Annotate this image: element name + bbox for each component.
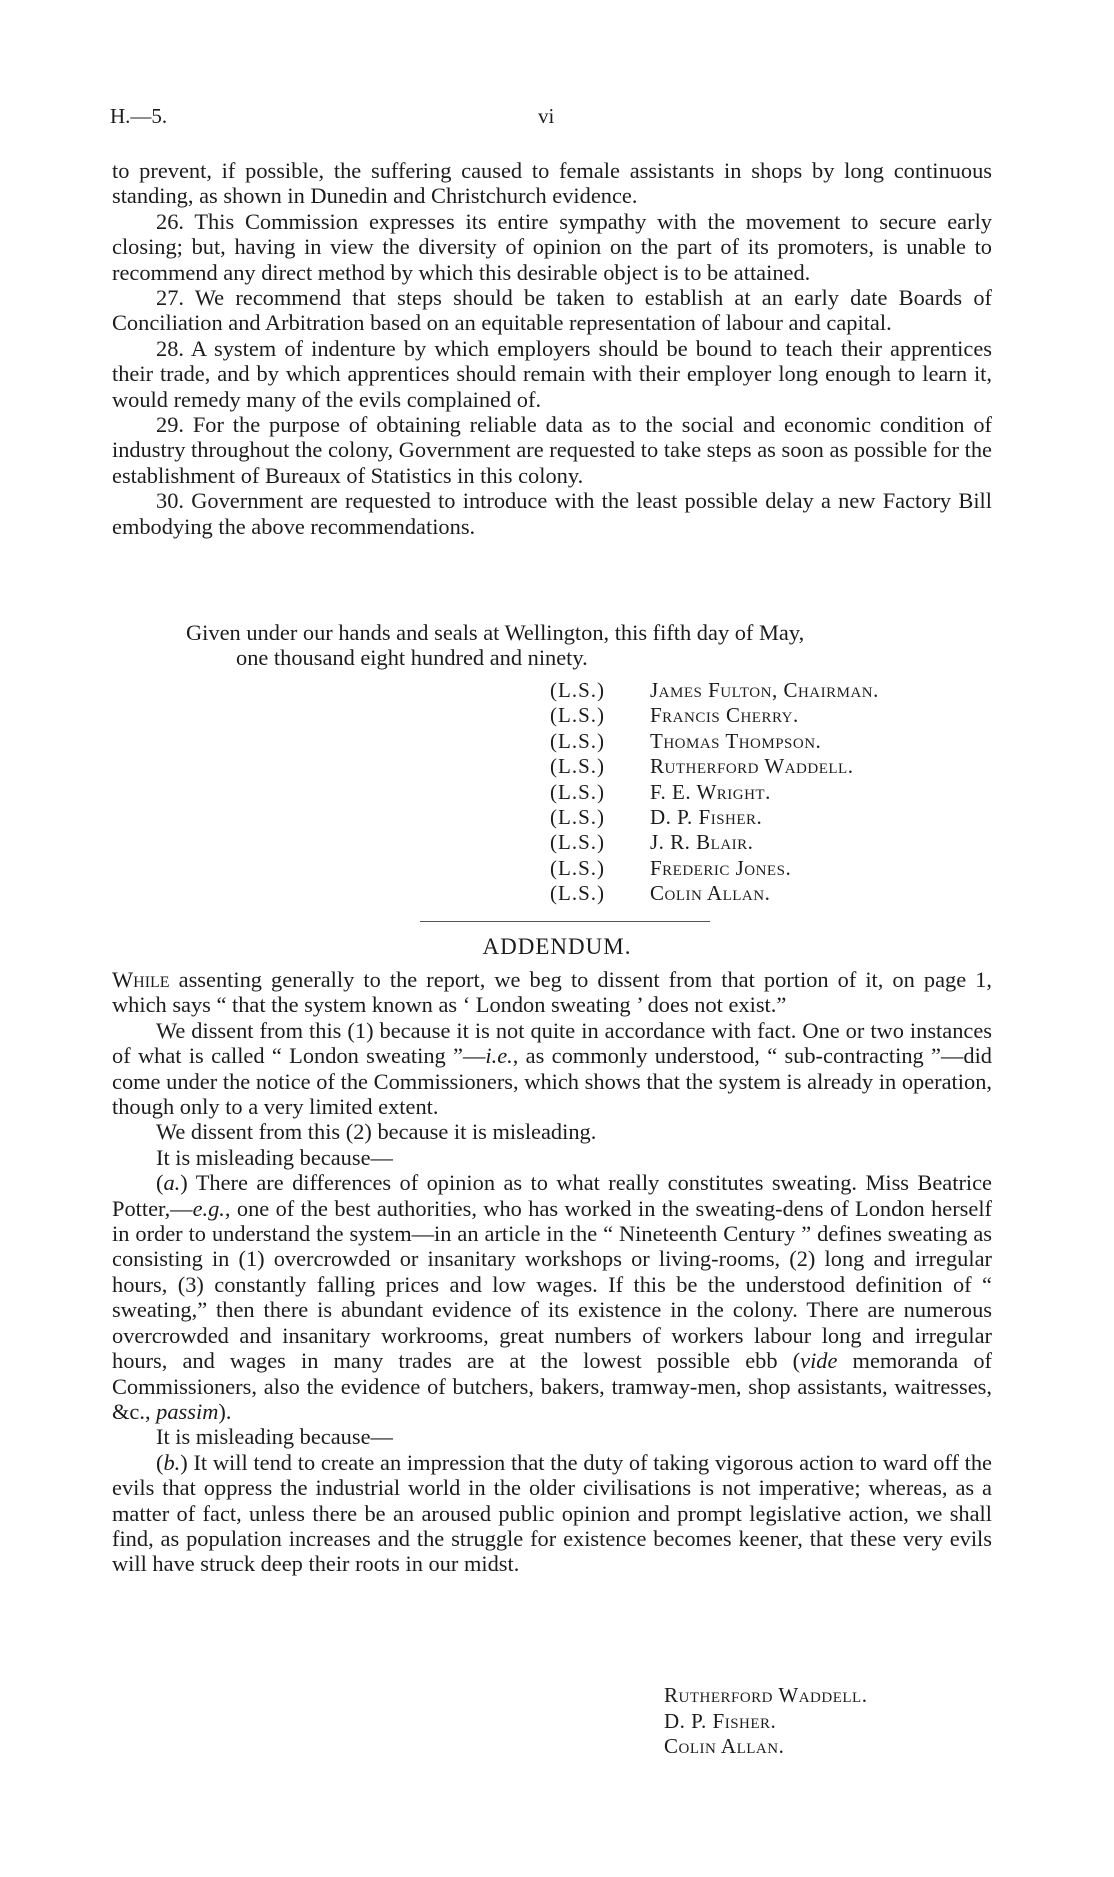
addendum-text: assenting generally to the report, we beg to dissent from that portion of it, on page 1, which says “ that the system known as ‘ London sweating ’ does not exist.” <box>112 967 992 1018</box>
signatory-name: Colin Allan. <box>650 881 771 906</box>
page-number: vi <box>538 104 555 128</box>
addendum-italic: vide <box>800 1348 838 1374</box>
given-statement <box>186 620 992 671</box>
signatory-name: D. P. Fisher. <box>650 805 763 830</box>
addendum-text: memoranda of Commissioners, also the evidence of butchers, bakers, tramway-men, shop assistants, waitresses, &c., <box>112 1348 992 1424</box>
signatory-row <box>550 729 879 754</box>
addendum-italic: b. <box>163 1449 181 1475</box>
signatory-row <box>550 805 879 830</box>
addendum-italic: a. <box>163 1170 181 1196</box>
addendum-text: ( <box>156 1449 164 1475</box>
addendum-signer: Colin Allan. <box>664 1734 785 1759</box>
signatory-row <box>550 856 879 881</box>
paragraph-26: 26. This Commission expresses its entire sympathy with the movement to secure early closing; but, having in view the diversity of opinion on the part of its promoters, is unable to recommend any direct method by which this desirable object is to be attained. <box>112 208 992 285</box>
addendum-text: We dissent from this (1) because it is not quite in accordance with fact. One or two instances of what is called “ London sweating ”— <box>112 1017 992 1069</box>
signatory-row <box>550 780 879 805</box>
signatory-row <box>550 678 879 703</box>
seal-mark: (L.S.) <box>550 728 605 753</box>
addendum-text: ). <box>218 1398 232 1424</box>
addendum-paragraph-1 <box>112 967 992 1018</box>
seal-mark: (L.S.) <box>550 779 605 804</box>
signatory-name: Francis Cherry. <box>650 703 799 728</box>
seal-mark: (L.S.) <box>550 830 605 855</box>
signatory-name: F. E. Wright. <box>650 779 771 804</box>
signatory-name: Thomas Thompson. <box>650 728 822 753</box>
addendum-text: ( <box>156 1170 164 1196</box>
addendum-paragraph-6: It is misleading because— <box>156 1424 393 1450</box>
seal-mark: (L.S.) <box>550 881 605 906</box>
addendum-lead-word: While <box>112 967 170 992</box>
addendum-paragraph-b <box>112 1450 992 1577</box>
signatory-name: Frederic Jones. <box>650 855 792 880</box>
addendum-italic: passim <box>156 1398 219 1424</box>
addendum-paragraph-a <box>112 1170 992 1424</box>
addendum-title: ADDENDUM. <box>482 934 632 959</box>
addendum-paragraph-4: It is misleading because— <box>156 1144 393 1170</box>
paragraph-28: 28. A system of indenture by which employers should be bound to teach their apprentices their trade, and by which apprentices should remain with their employer long enough to learn it, would remedy many of the evils complained of. <box>112 335 992 412</box>
given-line-2: one thousand eight hundred and ninety. <box>236 645 588 671</box>
paragraph-30: 30. Government are requested to introduce with the least possible delay a new Factory Bill embodying the above recommendations. <box>112 488 992 539</box>
addendum-paragraph-3: We dissent from this (2) because it is misleading. <box>156 1119 597 1145</box>
signatory-name: J. R. Blair. <box>650 830 754 855</box>
addendum-italic: i.e. <box>485 1043 513 1069</box>
addendum-italic: e.g. <box>192 1195 225 1221</box>
addendum-text: ) It will tend to create an impression that the duty of taking vigorous action to ward off the evils that oppress the industrial world in the older civilisations is not imperative; whereas, as a matter of fact, unless there be an aroused public opinion and prompt legislative action, we shall find, as population increases and the struggle for existence becomes keener, that these very evils will have struck deep their roots in our midst. <box>112 1449 992 1577</box>
addendum-text: , as commonly understood, “ sub-contracting ”—did come under the notice of the Commissioners, which shows that the system is already in operation, though only to a very limited extent. <box>112 1043 993 1120</box>
seal-mark: (L.S.) <box>550 855 605 880</box>
addendum-paragraph-2 <box>112 1018 992 1120</box>
signatories-list <box>550 678 879 907</box>
seal-mark: (L.S.) <box>550 805 605 830</box>
signatory-row <box>550 703 879 728</box>
signatory-name: Rutherford Waddell. <box>650 754 854 779</box>
addendum-signers <box>664 1683 867 1760</box>
continuation-paragraph: to prevent, if possible, the suffering caused to female assistants in shops by long continuous standing, as shown in Dunedin and Christchurch evidence. <box>112 158 992 209</box>
paragraph-27: 27. We recommend that steps should be taken to establish at an early date Boards of Conciliation and Arbitration based on an equitable representation of labour and capital. <box>112 285 992 336</box>
section-divider <box>420 921 710 922</box>
addendum-text: , one of the best authorities, who has worked in the sweating-dens of London herself in order to understand the system—in an article in the “ Nineteenth Century ” defines sweating as consisting in (1) overcrowded or insanitary workshops or living-rooms, (2) long and irregular hours, (3) constantly falling prices and low wages. If this be the understood definition of “ sweating,” then there is abundant evidence of its existence in the colony. There are numerous overcrowded and insanitary workrooms, great numbers of workers labour long and irregular hours, and wages in many trades are at the lowest possible ebb ( <box>112 1195 992 1374</box>
addendum-text: ) There are differences of opinion as to what really constitutes sweating. Miss Beatrice Potter,— <box>112 1170 992 1221</box>
addendum-body <box>112 967 992 1577</box>
signatory-row <box>550 881 879 906</box>
signatory-name: James Fulton, Chairman. <box>650 678 879 702</box>
seal-mark: (L.S.) <box>550 754 605 779</box>
addendum-signer: Rutherford Waddell. <box>664 1683 868 1707</box>
seal-mark: (L.S.) <box>550 678 605 702</box>
paragraph-29: 29. For the purpose of obtaining reliable data as to the social and economic condition of industry throughout the colony, Government are requested to take steps as soon as possible for the establishment of Bureaux of Statistics in this colony. <box>112 412 992 488</box>
report-recommendations <box>112 158 992 539</box>
signatory-row <box>550 830 879 855</box>
document-code: H.—5. <box>110 104 168 128</box>
addendum-signer: D. P. Fisher. <box>664 1708 777 1733</box>
signatory-row <box>550 754 879 779</box>
given-line-1: Given under our hands and seals at Wellington, this fifth day of May, <box>186 620 805 645</box>
seal-mark: (L.S.) <box>550 703 605 728</box>
